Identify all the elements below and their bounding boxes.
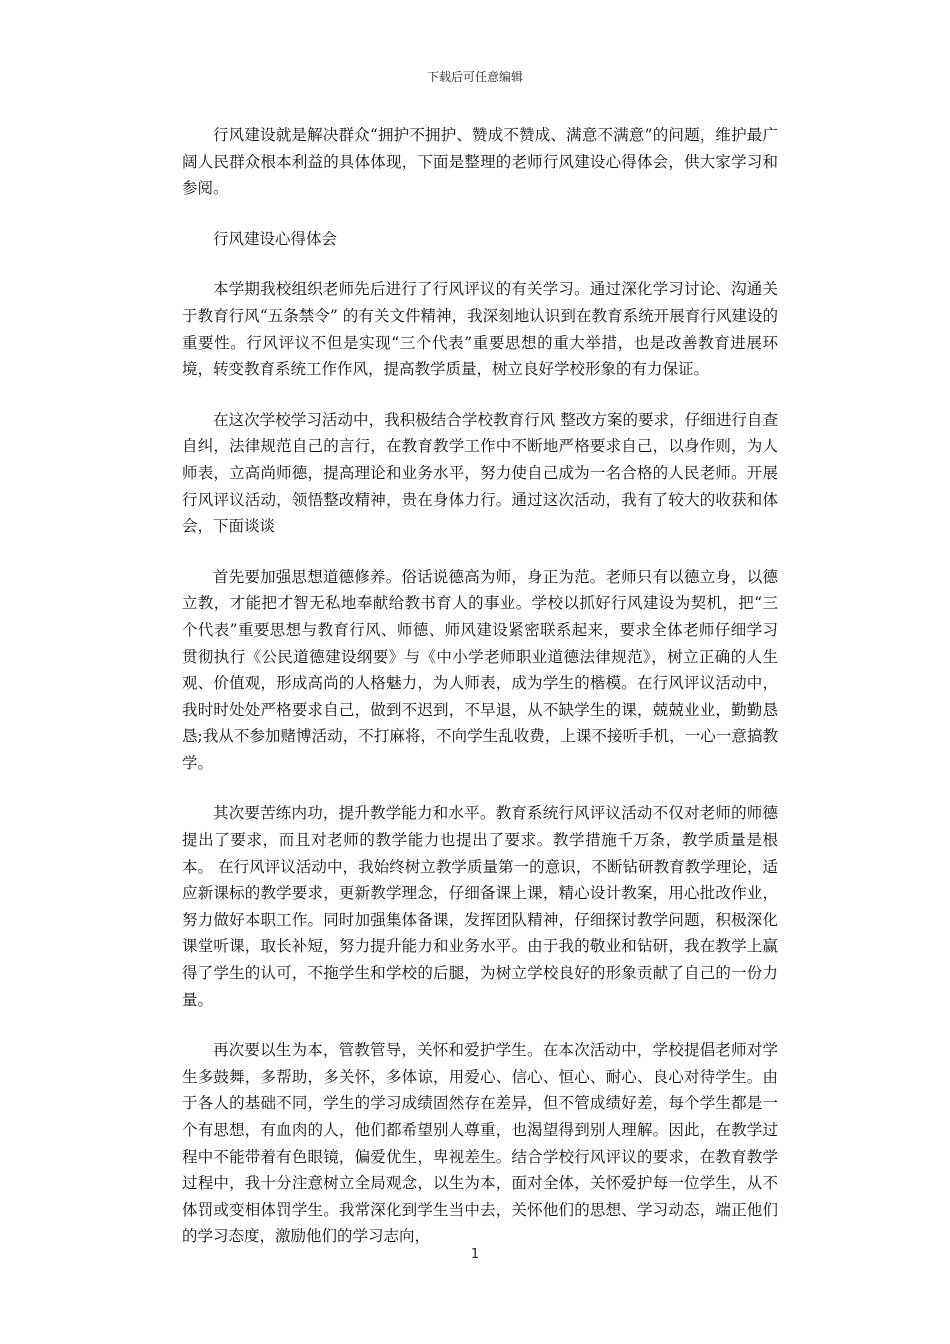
- document-body: [182, 122, 778, 1274]
- body-paragraph-2: 在这次学校学习活动中，我积极结合学校教育行风 整改方案的要求，仔细进行自查自纠，法律规范自己的言行，在教育教学工作中不断地严格要求自己，以身作则，为人师表，立高尚师德，提高理论和业务水平，努力使自己成为一名合格的人民老师。开展行风评议活动，领悟整改精神，贵在身体力行。通过这次活动，我有了较大的收获和体会，下面谈谈: [182, 410, 778, 536]
- intro-paragraph: 行风建设就是解决群众“拥护不拥护、赞成不赞成、满意不满意”的问题，维护最广阔人民群众根本利益的具体体现，下面是整理的老师行风建设心得体会，供大家学习和参阅。: [182, 126, 778, 198]
- body-paragraph-5: 再次要以生为本，管教管导，关怀和爱护学生。在本次活动中，学校提倡老师对学生多鼓舞，多帮助，多关怀，多体谅，用爱心、信心、恒心、耐心、良心对待学生。由于各人的基础不同，学生的学习成绩固然存在差异，但不管成绩好差，每个学生都是一个有思想，有血肉的人，他们都希望别人尊重，也渴望得到别人理解。因此，在教学过程中不能带着有色眼镜，偏爱优生，卑视差生。结合学校行风评议的要求，在教育教学过程中，我十分注意树立全局观念，以生为本，面对全体，关怀爱护每一位学生，从不体罚或变相体罚学生。我常深化到学生当中去，关怀他们的思想、学习动态，端正他们的学习态度，激励他们的学习志向，: [182, 1041, 778, 1246]
- body-paragraph-3: 首先要加强思想道德修养。俗话说德高为师，身正为范。老师只有以德立身，以德立教，才能把才智无私地奉献给教书育人的事业。学校以抓好行风建设为契机，把“三个代表”重要思想与教育行风、师德、师风建设紧密联系起来，要求全体老师仔细学习贯彻执行《公民道德建设纲要》与《中小学老师职业道德法律规范》，树立正确的人生观、价值观，形成高尚的人格魅力，为人师表，成为学生的楷模。在行风评议活动中，我时时处处严格要求自己，做到不迟到，不早退，从不缺学生的课，兢兢业业，勤勤恳恳;我从不参加赌博活动，不打麻将，不向学生乱收费，上课不接听手机，一心一意搞教学。: [182, 567, 778, 772]
- body-paragraph-4: 其次要苦练内功，提升教学能力和水平。教育系统行风评议活动不仅对老师的师德提出了要求，而且对老师的教学能力也提出了要求。教学措施千万条，教学质量是根本。 在行风评议活动中，我始终树立教学质量第一的意识，不断钻研教育教学理论，适应新课标的教学要求，更新教学理念，仔细备课上课，精心设计教案，用心批改作业，努力做好本职工作。同时加强集体备课，发挥团队精神，仔细探讨教学问题，积极深化课堂听课，取长补短，努力提升能力和业务水平。由于我的敬业和钻研，我在教学上赢得了学生的认可，不拖学生和学校的后腿，为树立学校良好的形象贡献了自己的一份力量。: [182, 804, 778, 1009]
- page-number: 1: [470, 1247, 480, 1262]
- document-title: 行风建设心得体会: [213, 229, 338, 248]
- page-header: 下载后可任意编辑: [426, 70, 523, 84]
- body-paragraph-1: 本学期我校组织老师先后进行了行风评议的有关学习。通过深化学习讨论、沟通关于教育行风“五条禁令” 的有关文件精神，我深刻地认识到在教育系统开展育行风建设的重要性。行风评议不但是实现“三个代表”重要思想的重大举措，也是改善教育进展环境，转变教育系统工作作风，提高教学质量，树立良好学校形象的有力保证。: [182, 280, 778, 379]
